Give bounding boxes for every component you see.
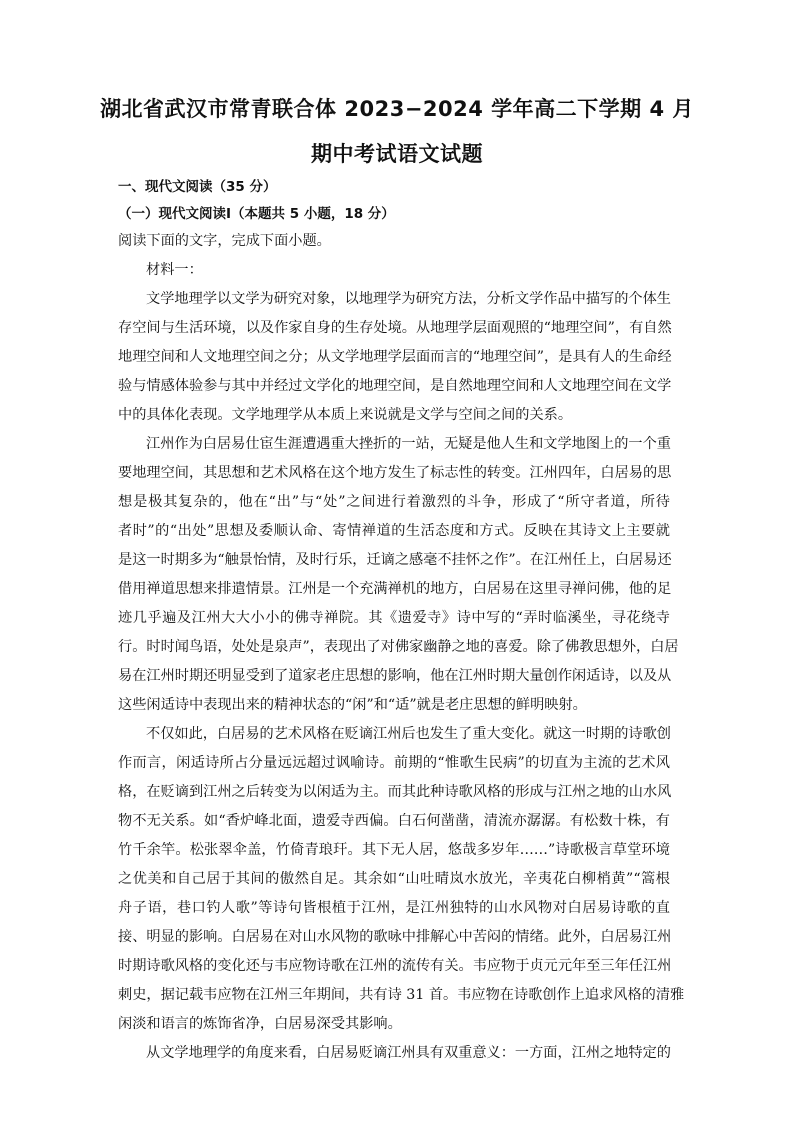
paragraph-line: 要地理空间，其思想和艺术风格在这个地方发生了标志性的转变。江州四年，白居易的思 — [118, 465, 672, 481]
section-heading: 一、现代文阅读（35 分） — [118, 179, 277, 195]
paragraph-line: 从文学地理学的角度来看，白居易贬谪江州具有双重意义：一方面，江州之地特定的 — [146, 1045, 671, 1061]
paragraph-line: 行。时时闻鸟语，处处是泉声”，表现出了对佛家幽静之地的喜爱。除了佛教思想外，白居 — [118, 639, 679, 655]
paragraph-line: 竹千余竿。松张翠伞盖，竹倚青琅玕。其下无人居，悠哉多岁年……”诗歌极言草堂环境 — [118, 842, 670, 858]
paragraph-line: 验与情感体验参与其中并经过文学化的地理空间，是自然地理空间和人文地理空间在文学 — [118, 378, 672, 394]
paragraph-line: 舟子语，巷口钓人歌”等诗句皆根植于江州，是江州独特的山水风物对白居易诗歌的直 — [118, 900, 670, 916]
paragraph-line: 迹几乎遍及江州大大小小的佛寺禅院。其《遗爱寺》诗中写的“弄时临溪坐，寻花绕寺 — [118, 610, 670, 626]
document-title-line-1: 湖北省武汉市常青联合体 2023−2024 学年高二下学期 4 月 — [100, 97, 694, 121]
paragraph-line: 这些闲适诗中表现出来的精神状态的“闲”和“适”就是老庄思想的鲜明映射。 — [118, 697, 587, 713]
paragraph-line: 存空间与生活环境，以及作家自身的生存处境。从地理学层面观照的“地理空间”，有自然 — [118, 320, 672, 336]
paragraph-line: 接、明显的影响。白居易在对山水风物的歌咏中排解心中苦闷的情绪。此外，白居易江州 — [118, 929, 672, 945]
paragraph-line: 想是极其复杂的，他在“出”与“处”之间进行着激烈的斗争，形成了“所守者道，所待 — [118, 494, 670, 510]
subsection-heading: （一）现代文阅读Ⅰ（本题共 5 小题，18 分） — [118, 206, 395, 222]
paragraph-line: 文学地理学以文学为研究对象，以地理学为研究方法，分析文学作品中描写的个体生 — [146, 291, 671, 307]
paragraph-line: 是这一时期多为“触景怡情，及时行乐，迁谪之感毫不挂怀之作”。在江州任上，白居易还 — [118, 552, 672, 568]
paragraph-line: 物不无关系。如“香炉峰北面，遗爱寺西偏。白石何凿凿，清流亦潺潺。有松数十株，有 — [118, 813, 670, 829]
paragraph-line: 闲淡和语言的炼饰省净，白居易深受其影响。 — [118, 1016, 402, 1032]
document-title-line-2: 期中考试语文试题 — [311, 142, 483, 166]
paragraph-line: 中的具体化表现。文学地理学从本质上来说就是文学与空间之间的关系。 — [118, 407, 573, 423]
paragraph-line: 格，在贬谪到江州之后转变为以闲适为主。而其此种诗歌风格的形成与江州之地的山水风 — [118, 784, 672, 800]
paragraph-line: 作而言，闲适诗所占分量远远超过讽喻诗。前期的“惟歌生民病”的切直为主流的艺术风 — [118, 755, 670, 771]
paragraph-line: 刺史，据记载韦应物在江州三年期间，共有诗 31 首。韦应物在诗歌创作上追求风格的清雅 — [118, 987, 685, 1003]
paragraph-line: 地理空间和人文地理空间之分；从文学地理学层面而言的“地理空间”，是具有人的生命经 — [118, 349, 672, 365]
paragraph-line: 易在江州时期还明显受到了道家老庄思想的影响，他在江州时期大量创作闲适诗，以及从 — [118, 668, 672, 684]
paragraph-line: 之优美和自己居于其间的傲然自足。其余如“山吐晴岚水放光，辛夷花白柳梢黄”“篙根 — [118, 871, 670, 887]
instruction-text: 阅读下面的文字，完成下面小题。 — [118, 233, 331, 249]
paragraph-line: 江州作为白居易仕宦生涯遭遇重大挫折的一站，无疑是他人生和文学地图上的一个重 — [146, 436, 671, 452]
material-label: 材料一： — [146, 262, 203, 278]
paragraph-line: 时期诗歌风格的变化还与韦应物诗歌在江州的流传有关。韦应物于贞元元年至三年任江州 — [118, 958, 672, 974]
paragraph-line: 借用禅道思想来排遣情景。江州是一个充满禅机的地方，白居易在这里寻禅问佛，他的足 — [118, 581, 672, 597]
paragraph-line: 者时”的“出处”思想及委顺认命、寄情禅道的生活态度和方式。反映在其诗文上主要就 — [118, 523, 670, 539]
paragraph-line: 不仅如此，白居易的艺术风格在贬谪江州后也发生了重大变化。就这一时期的诗歌创 — [146, 726, 671, 742]
